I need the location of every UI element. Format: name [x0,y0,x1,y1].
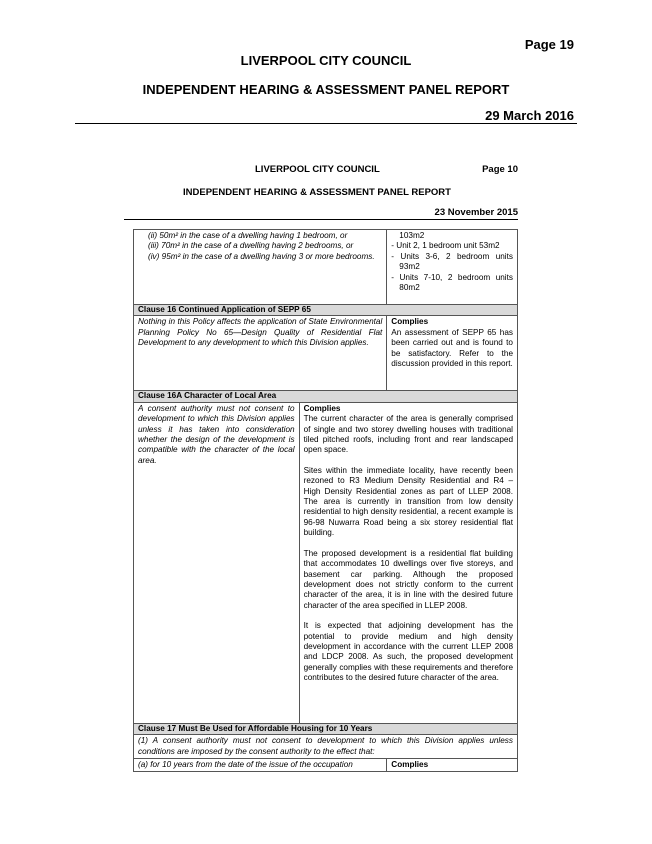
clause16-requirement: Nothing in this Policy affects the application of State Environmental Planning Policy No 65—Design Quality of Residential Flat Development to any development to which this Division applies. [134,316,387,391]
inner-council-name: LIVERPOOL CITY COUNCIL [255,164,380,175]
inner-report-title: INDEPENDENT HEARING & ASSESSMENT PANEL REPORT [183,187,451,198]
area-first-value: 103m2 [399,231,425,240]
clause17-intro: (1) A consent authority must not consent to development to which this Division applies unless conditions are imposed by the consent authority to the effect that: [134,735,518,759]
inner-page-number: Page 10 [482,164,518,175]
inner-header-rule [124,219,518,220]
outer-page-number: Page 19 [524,37,574,52]
area-item-2-bedroom: (iii) 70m² in the case of a dwelling having 2 bedrooms, or [148,241,354,251]
table-row-areas [134,230,518,305]
clause17-item-a: (a) for 10 years from the date of the issue of the occupation [134,759,387,772]
clause16a-paragraph: Sites within the immediate locality, have recently been rezoned to R3 Medium Density Residential and R4 – High Density Residential zones as part of LLEP 2008. The area is currently in transition from low density residential to high density residential, a recent example is 96-98 Nuwarra Road being a six storey residential flat building. [303,465,513,538]
outer-council-name: LIVERPOOL CITY COUNCIL [240,53,412,68]
clause16a-assessment-cell [299,402,517,723]
clause16a-status: Complies [303,403,341,413]
area-item-1-bedroom: (ii) 50m² in the case of a dwelling having 1 bedroom, or [148,231,348,240]
clause16a-heading-row [134,391,518,402]
table-row-clause17-a [134,759,518,772]
clause16a-paragraph: The current character of the area is generally comprised of single and two storey dwelling houses with traditional tiled pitched roofs, including front and rear landscaped open space. [303,414,513,455]
clause16a-paragraph: It is expected that adjoining development has the potential to provide medium and high density development in accordance with the current LLEP 2008 and LDCP 2008. As such, the proposed development generally complies with these requirements and therefore contributes to the desired future character of the area. [303,621,513,683]
table-row-clause17-intro [134,735,518,759]
clause16a-requirement: A consent authority must not consent to development to which this Division applies unless it has taken into consideration whether the design of the development is compatible with the character of the local area. [134,402,300,723]
clause16-assessment: An assessment of SEPP 65 has been carried out and is found to be satisfactory. Refer to the discussion provided in this report. [391,327,513,369]
areas-requirement-cell [134,230,387,305]
list-item: - Unit 2, 1 bedroom unit 53m2 [391,241,500,251]
clause16a-heading: Clause 16A Character of Local Area [134,391,518,402]
areas-assessment-cell [387,230,518,305]
compliance-table [133,229,518,772]
outer-report-date: 29 March 2016 [485,108,574,123]
table-row-clause16 [134,316,518,391]
outer-header-rule [75,123,577,124]
clause16a-paragraph: The proposed development is a residential flat building that accommodates 10 dwellings over five storeys, and basement car parking. Although the proposed development does not strictly conform to the current character of the area, it is in line with the desired future character of the area specified in LLEP 2008. [303,548,513,610]
clause17-status: Complies [387,759,518,772]
clause17-heading: Clause 17 Must Be Used for Affordable Housing for 10 Years [134,723,518,734]
clause17-heading-row [134,723,518,734]
inner-report-date: 23 November 2015 [434,207,518,218]
clause16-status: Complies [391,317,429,327]
clause16-heading-row [134,305,518,316]
area-item-3-bedroom: (iv) 95m² in the case of a dwelling having 3 or more bedrooms. [148,251,375,261]
outer-report-title: INDEPENDENT HEARING & ASSESSMENT PANEL REPORT [142,82,510,97]
list-item: - Units 7-10, 2 bedroom units 80m2 [391,272,513,293]
clause16-heading: Clause 16 Continued Application of SEPP 65 [134,305,518,316]
clause16-assessment-cell [387,316,518,391]
table-row-clause16a [134,402,518,723]
list-item: - Units 3-6, 2 bedroom units 93m2 [391,251,513,272]
